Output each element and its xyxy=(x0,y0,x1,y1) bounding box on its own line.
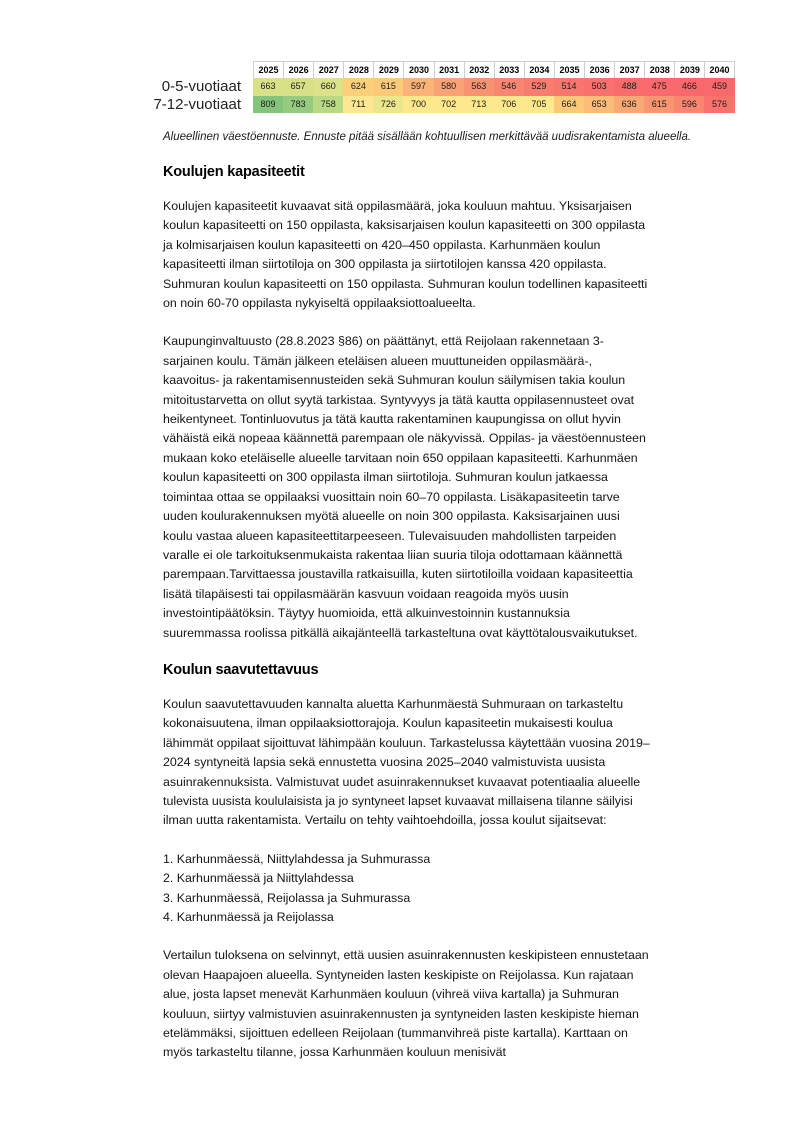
heatmap-value-cell: 657 xyxy=(283,78,313,96)
heatmap-value-cell: 475 xyxy=(644,78,674,96)
heading-koulujen-kapasiteetit: Koulujen kapasiteetit xyxy=(163,164,305,180)
heatmap-value-cell: 705 xyxy=(524,96,554,114)
row-label-0-5: 0-5-vuotiaat xyxy=(161,78,241,96)
year-header-cell: 2039 xyxy=(674,61,704,78)
heatmap-value-cell: 663 xyxy=(253,78,283,96)
list-item-option-4: 4. Karhunmäessä ja Reijolassa xyxy=(163,910,334,924)
heatmap-value-cell: 563 xyxy=(464,78,494,96)
heatmap-value-cell: 700 xyxy=(403,96,433,114)
heatmap-value-cell: 615 xyxy=(644,96,674,114)
heatmap-value-cell: 459 xyxy=(704,78,734,96)
heatmap-value-cell: 615 xyxy=(373,78,403,96)
population-forecast-heatmap xyxy=(153,61,735,113)
year-header-cell: 2040 xyxy=(704,61,734,78)
table-caption: Alueellinen väestöennuste. Ennuste pitää sisällään kohtuullisen merkittävää uudisrakentamista alueella. xyxy=(163,131,692,143)
heatmap-value-cell: 711 xyxy=(343,96,373,114)
school-location-options-list xyxy=(163,850,650,928)
heatmap-value-cell: 576 xyxy=(704,96,734,114)
heatmap-row-7-12 xyxy=(153,95,735,114)
heatmap-value-cell: 624 xyxy=(343,78,373,96)
heatmap-value-cell: 660 xyxy=(313,78,343,96)
heatmap-year-cells xyxy=(253,61,735,78)
paragraph-accessibility-2: Vertailun tuloksena on selvinnyt, että uusien asuinrakennusten keskipisteen ennustetaan olevan Haapajoen alueella. Syntyneiden lasten keskipiste on Reijolassa. Kun rajataan alue, josta lapset menevät Karhunmäen kouluun (vihreä viiva kartalla) ja Suhmuran kouluun, siirtyy valmistuvien asuinrakennusten ja syntyneiden lasten keskipiste hieman etelämmäksi, sijoittuen edelleen Reijolaan (tummanvihreä piste kartalla). Karttaan on myös tarkasteltu tilanne, jossa Karhunmäen kouluun menisivät xyxy=(163,948,649,1060)
year-header-cell: 2027 xyxy=(313,61,343,78)
heading-koulun-saavutettavuus: Koulun saavutettavuus xyxy=(163,661,319,678)
heatmap-value-cell: 546 xyxy=(494,78,524,96)
list-item-option-1: 1. Karhunmäessä, Niittylahdessa ja Suhmurassa xyxy=(163,851,431,866)
heatmap-row-0-5 xyxy=(157,78,735,96)
year-header-cell: 2033 xyxy=(494,61,524,78)
heatmap-value-cell: 664 xyxy=(554,96,584,114)
heatmap-value-cell: 580 xyxy=(434,78,464,96)
year-header-cell: 2032 xyxy=(464,61,494,78)
list-item-option-2: 2. Karhunmäessä ja Niittylahdessa xyxy=(163,871,354,886)
heatmap-value-cell: 488 xyxy=(614,78,644,96)
heatmap-value-cell: 466 xyxy=(674,78,704,96)
heatmap-value-cells-7-12 xyxy=(253,96,735,114)
heatmap-year-header-row xyxy=(157,61,735,78)
heatmap-value-cell: 706 xyxy=(494,96,524,114)
year-header-cell: 2030 xyxy=(403,61,433,78)
heatmap-value-cells-0-5 xyxy=(253,78,735,96)
year-header-cell: 2034 xyxy=(524,61,554,78)
heatmap-value-cell: 596 xyxy=(674,96,704,114)
row-label-7-12: 7-12-vuotiaat xyxy=(153,95,241,113)
year-header-cell: 2035 xyxy=(554,61,584,78)
list-item-option-3: 3. Karhunmäessä, Reijolassa ja Suhmurassa xyxy=(163,890,411,905)
heatmap-value-cell: 653 xyxy=(584,96,614,114)
heatmap-value-cell: 809 xyxy=(253,96,283,114)
year-header-cell: 2038 xyxy=(644,61,674,78)
heatmap-value-cell: 597 xyxy=(403,78,433,96)
heatmap-value-cell: 726 xyxy=(373,96,403,114)
heatmap-label-spacer xyxy=(157,61,253,78)
heatmap-value-cell: 783 xyxy=(283,96,313,114)
paragraph-accessibility-1: Koulun saavutettavuuden kannalta aluetta Karhunmäestä Suhmuraan on tarkasteltu kokonaisuutena, ilman oppilaaksiottorajoja. Koulun kapasiteetin mukaisesti koulua lähimmät oppilaat sijoittuvat lähimpään kouluun. Tarkastelussa käytettään vuosina 2019–2024 syntyneitä lapsia sekä ennustetta vuosina 2025–2040 valmistuvista uusista asuinrakennuksista. Valmistuvat uudet asuinrakennukset kuvaavat potentiaalia alueelle tulevista uusista koululaisista ja jo syntyneet lapset kuvaavat millaisena tilanne säilyisi ilman uutta rakentamista. Vertailu on tehty vaihtoehdoilla, jossa koulut sijaitsevat: xyxy=(163,696,650,828)
heatmap-value-cell: 503 xyxy=(584,78,614,96)
heatmap-value-cell: 514 xyxy=(554,78,584,96)
year-header-cell: 2036 xyxy=(584,61,614,78)
year-header-cell: 2026 xyxy=(283,61,313,78)
year-header-cell: 2029 xyxy=(373,61,403,78)
year-header-cell: 2031 xyxy=(434,61,464,78)
heatmap-value-cell: 636 xyxy=(614,96,644,114)
year-header-cell: 2028 xyxy=(343,61,373,78)
heatmap-value-cell: 713 xyxy=(464,96,494,114)
year-header-cell: 2037 xyxy=(614,61,644,78)
heatmap-value-cell: 529 xyxy=(524,78,554,96)
year-header-cell: 2025 xyxy=(253,61,283,78)
paragraph-capacity-2: Kaupunginvaltuusto (28.8.2023 §86) on päättänyt, että Reijolaan rakennetaan 3-sarjainen koulu. Tämän jälkeen eteläisen alueen muuttuneiden oppilasmäärä-, kaavoitus- ja rakentamisennusteiden sekä Suhmuran koulun säilymisen takia koulun mitoitustarvetta on ollut syytä tarkistaa. Syntyvyys ja tätä kautta oppilasennusteet ovat heikentyneet. Tontinluovutus ja tätä kautta rakentaminen kaupungissa on ollut hyvin vähäistä eikä nopeaa käännettä parempaan ole näkyvissä. Oppilas- ja väestöennusteen mukaan koko eteläiselle alueelle tarvitaan noin 650 oppilaan kapasiteetti. Karhunmäen koulun kapasiteetti on 300 oppilasta ilman siirtotiloja. Suhmuran koulun jatkaessa toimintaa ottaa se oppilaaksi vuosittain noin 60–70 oppilasta. Lisäkapasiteetin tarve uuden koulurakennuksen myötä alueelle on noin 300 oppilasta. Kaksisarjainen uusi koulu vastaa alueen kapasiteettitarpeeseen. Tulevaisuuden mahdollisten tarpeiden varalle ei ole tarkoituksenmukaista rakentaa liian suuria tiloja odottamaan käännettä parempaan.Tarvittaessa joustavilla ratkaisuilla, kuten siirtotiloilla voidaan kapasiteettia lisätä tilapäisesti tai oppilasmäärän kasvuun voidaan reagoida myös uusin investointipäätöksin. Täytyy huomioida, että alkuinvestoinnin kustannuksia suuremmassa roolissa pitkällä aikajänteellä tarkasteltuna ovat käyttötalousvaikutukset. xyxy=(163,334,646,640)
paragraph-capacity-1: Koulujen kapasiteetit kuvaavat sitä oppilasmäärä, joka kouluun mahtuu. Yksisarjaisen koulun kapasiteetti on 150 oppilasta, kaksisarjaisen koulun kapasiteetti on 300 oppilasta ja kolmisarjaisen koulun kapasiteetti on 420–450 oppilasta. Karhunmäen koulun kapasiteetti ilman siirtotiloja on 300 oppilasta ja siirtotilojen kanssa 420 oppilasta. Suhmuran koulun kapasiteetti on 150 oppilasta. Suhmuran koulun todellinen kapasiteetti on noin 60-70 oppilasta nykyiseltä oppilaaksiottoalueelta. xyxy=(163,199,648,311)
heatmap-value-cell: 758 xyxy=(313,96,343,114)
document-body xyxy=(163,164,650,1082)
heatmap-value-cell: 702 xyxy=(434,96,464,114)
